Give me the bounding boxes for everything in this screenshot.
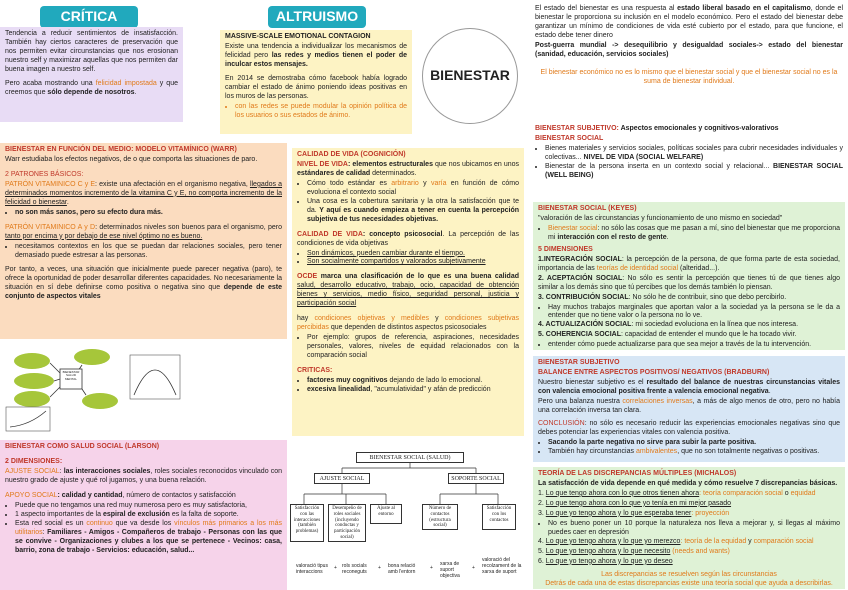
bradburn-p3: CONCLUSIÓN: no sólo es necesario reducir las experiencias emocionales negativas sino que debes potenciar las experiencias vitales con valencia positiva.	[538, 419, 840, 436]
warr-pat2: PATRÓN VITAMINICO A y D: determinados niveles son buenos para el organismo, pero tanto por encima y por debajo de ese nivel óptimo no es bueno.	[5, 223, 282, 240]
bradburn-h2: BALANCE ENTRE ASPECTOS POSITIVOS/ NEGATIVOS (BRADBURN)	[538, 368, 770, 376]
michalos-i6: 6. Lo que yo tengo ahora y lo que yo deseo	[538, 557, 673, 565]
calidad-criticas-heading: CRITICAS:	[297, 367, 333, 375]
tree-footer	[290, 558, 530, 588]
keyes-d3: 3. CONTRIBUCIÓN SOCIAL: No sólo he de contribuir, sino que debo percibirlo.	[538, 293, 787, 301]
tree-leaf-5: Satisfacción con los contactos	[482, 504, 516, 530]
right-top-p3: El bienestar económico no es lo mismo que el bienestar social y que el bienestar social no es la suma de bienestar individual.	[540, 68, 838, 85]
tree-leaf-3: Ajuste al entorno	[370, 504, 402, 524]
bienestar-subjetivo-social	[530, 122, 848, 198]
calidad-cv-li2: • Son socialmente compartidos y valorados subjetivamente	[307, 258, 519, 267]
warr-intro: Warr estudiaba los efectos negativos, de o que comporta las situaciones de paro.	[5, 155, 258, 163]
calidad-crit-li1: • factores muy cognitivos dejando de lado lo emocional.	[307, 377, 519, 386]
keyes-d5: 5. COHERENCIA SOCIAL: capacidad de entender el mundo que le ha tocado vivir.	[538, 331, 797, 339]
michalos-i5: 5. Lo que yo tengo ahora y lo que necesito (needs and wants)	[538, 547, 730, 555]
altruismo-p1: Existe una tendencia a individualizar los mecanismos de felicidad pero las redes y medios tienen el poder de inculcar estos mensajes.	[225, 42, 407, 68]
critica-title: CRÍTICA	[40, 6, 138, 28]
michalos-i1: 1. Lo que tengo ahora con lo que otros tienen ahora: teoría comparación social o equidad	[538, 489, 816, 497]
social-heading: BIENESTAR SOCIAL	[535, 134, 604, 142]
larson-dims-heading: 2 DIMENSIONES:	[5, 457, 63, 465]
subjetivo-heading: BIENESTAR SUBJETIVO: Aspectos emocionales y cognitivos-valorativos	[535, 125, 779, 132]
altruismo-box	[220, 30, 412, 134]
bradburn-h1: BIENESTAR SUBJETIVO	[538, 359, 620, 366]
bradburn-li1: • Sacando la parte negativa no sirve para subir la parte positiva.	[548, 439, 840, 448]
footer-plus-4: +	[472, 565, 475, 571]
keyes-quote: "valoración de las circunstancias y funcionamiento de uno mismo en sociedad"	[538, 214, 783, 222]
critica-p1: Tendencia a reducir sentimientos de insatisfacción. También hay ciertos caracteres de preservación que nos permiten evitar circunstancias que nos erosionan nuestro self y maximizar aquellas que nos permiten dar buena imagen a nuestro self.	[5, 30, 178, 73]
keyes-d3-li: • Hay muchos trabajos marginales que aportan valor a la sociedad ya la persona se le da a entender que no tiene valor o la persona no lo ve.	[548, 304, 840, 322]
vitamin-model-diagram	[2, 341, 192, 435]
keyes-li1: • Bienestar social: no sólo las cosas que me pasan a mí, sino del bienestar que me proporciona mi interacción con el resto de gente.	[548, 225, 840, 243]
bradburn-box	[533, 356, 845, 462]
keyes-d5-li: • entender cómo puede actualizarse para que sea mejor a través de la tu intervención.	[548, 341, 840, 350]
warr-diagram	[2, 341, 192, 435]
altruismo-p2: En 2014 se demostraba cómo facebook había logrado cambiar el estado de ánimo poniendo ideas positivas en los muros de las personas.	[225, 74, 407, 100]
warr-pat2-li: • necesitamos contextos en los que se puedan dar relaciones sociales, pero tener demasiado puede estresar a las personas.	[15, 243, 282, 261]
calidad-cv: CALIDAD DE VIDA: concepto psicosocial. La percepción de las condiciones de vida objetivas	[297, 230, 519, 247]
right-top-p1: El estado del bienestar es una respuesta al estado liberal basado en el capitalismo, donde el bienestar le proporciona su inclusión en el modelo económico. Pero el estado del bienestar debe garantizar un mínimo de condiciones de vida esté cubierto por el estado, para que funcione, el estado debe tener dinero	[535, 5, 843, 39]
bienestar-circle	[422, 28, 518, 124]
calidad-cv-li1: • Son dinámicos, pueden cambiar durante el tiempo.	[307, 250, 519, 259]
keyes-heading: BIENESTAR SOCIAL (KEYES)	[538, 205, 637, 212]
michalos-foot1: Las discrepancias se resuelven según las circunstancias	[601, 570, 777, 578]
tree-branch-ajuste: AJUSTE SOCIAL	[314, 473, 370, 484]
altruismo-title: ALTRUISMO	[268, 6, 366, 28]
social-li2: • Bienestar de la persona inserta en un contexto social y relacional... BIENESTAR SOCIAL (WELL BEING)	[545, 163, 843, 181]
right-top-p2: Post-guerra mundial -> desequilibrio y desigualdad sociales-> estado del bienestar (sanidad, educación, servicios sociales)	[535, 41, 843, 58]
tree-leaf-2: Desempeño de roles sociales (incluyendo conductas y participación social)	[328, 504, 366, 542]
warr-p3: Por tanto, a veces, una situación que inicialmente puede parecer negativa (paro), te ofrece la oportunidad de poder desarrollar diferentes capacidades. No necesariamente la situación en sí debe definirse como positiva o negativa sino que depende de este conjunto de aspectos vitales	[5, 266, 282, 301]
michalos-i3-li: • No es bueno poner un 10 porque la naturaleza nos lleva a mejorar y, si llegas al máximo puedes caer en depresión	[548, 520, 840, 538]
larson-li1: • Puede que no tengamos una red muy numerosa pero es muy satisfactoria,	[15, 502, 282, 511]
larson-heading: BIENESTAR COMO SALUD SOCIAL (LARSON)	[5, 443, 160, 450]
footer-plus-1: +	[334, 565, 337, 571]
tree-leaf-4: Número de contactos (estructura social)	[422, 504, 458, 530]
tree-leaf-1: Satisfacción con las interacciones (también problemas)	[290, 504, 324, 542]
keyes-d1: 1.INTEGRACIÓN SOCIAL: la percepción de la persona, de que forma parte de esta sociedad, importancia de las teorías de identidad social (alteridad...).	[538, 255, 840, 272]
social-li1: • Bienes materiales y servicios sociales, políticas sociales para cubrir necesidades individuales y colectivas... NIVEL DE VIDA (SOCIAL WELFARE)	[545, 145, 843, 163]
calidad-hay-li: • Por ejemplo: grupos de referencia, aspiraciones, necesidades personales, valores, niveles de equidad relacionados con la comparación social	[307, 334, 519, 361]
critica-p2: Pero acaba mostrando una felicidad impostada y que creemos que sólo depende de nosotros.	[5, 79, 178, 96]
warr-pat1-li: • no son más sanos, pero su efecto dura más.	[15, 209, 282, 218]
footer-f5: valoració del recolzament de la xarxa de suport	[482, 557, 522, 575]
larson-li2: • 1 aspecto importantes de la espiral de exclusión es la falta de soporte.	[15, 511, 282, 520]
footer-plus-2: +	[378, 565, 381, 571]
calidad-li1: • Cómo todo estándar es arbitrario y varía en función de cómo evoluciona el contexto social	[307, 180, 519, 198]
footer-f2: rols socials reconeguts	[342, 563, 367, 575]
bradburn-li2: • También hay circunstancias ambivalentes, que no son totalmente negativas o positivas.	[548, 448, 840, 457]
bradburn-p1: Nuestro bienestar subjetivo es el resultado del balance de nuestras circunstancias vitales con valencia emocional positiva frente a valencia emocional negativa.	[538, 378, 841, 395]
keyes-d4: 4. ACTUALIZACIÓN SOCIAL: mi sociedad evoluciona en la línea que nos interesa.	[538, 321, 799, 329]
footer-plus-3: +	[430, 565, 433, 571]
calidad-box	[292, 148, 524, 436]
diagram-center-label: BIENESTAR SALUD MENTAL	[62, 370, 80, 381]
calidad-crit-li2: • excesiva linealidad, "acumulatividad" y afán de predicción	[307, 386, 519, 395]
warr-box	[0, 143, 287, 339]
tree-branch-soporte: SOPORTE SOCIAL	[448, 473, 504, 484]
keyes-box	[533, 202, 845, 350]
calidad-heading: CALIDAD DE VIDA (COGNICIÓN)	[297, 151, 406, 158]
salud-social-tree	[290, 446, 530, 590]
michalos-i3: 3. Lo que yo tengo ahora y lo que esperaba tener: proyección	[538, 509, 730, 517]
calidad-li2: • Una cosa es la cobertura sanitaria y la otra la satisfacción que te da. Y aquí es cuando empieza a tener en cuenta la percepción subjetiva de tus necesidades objetivas.	[307, 198, 519, 225]
calidad-hay: hay condiciones objetivas y medibles y condiciones subjetivas percibidas que dependen de distintos aspectos psicosociales	[297, 315, 520, 332]
footer-f4: xarxa de suport objectiva	[440, 561, 460, 579]
tree-root: BIENESTAR SOCIAL (SALUD)	[356, 452, 464, 463]
keyes-dims-heading: 5 DIMENSIONES	[538, 245, 593, 253]
footer-f1: valoració tipus interaccions	[296, 563, 328, 575]
michalos-intro: La satisfacción de vida depende en qué medida y cómo resuelve 7 discrepancias básicas.	[538, 479, 838, 487]
larson-li3: • Esta red social es un continuo que va desde los vínculos más primarios a los más utilitarios: Familiares - Amigos - Compañeros de trabajo - Personas con las que se convive - Organizaciones y clubes a los que se pertenece - Vecinos: casa, barrio, zona de trabajo - Servicios: educación, salud...	[15, 520, 282, 556]
footer-f3: bona relació amb l'entorn	[388, 563, 416, 575]
calidad-nivel: NIVEL DE VIDA: elementos estructurales que nos ubicamos en unos estándares de calidad determinados.	[297, 160, 520, 177]
michalos-heading: TEORÍA DE LAS DISCREPANCIAS MÚLTIPLES (MICHALOS)	[538, 470, 737, 477]
michalos-i4: 4. Lo que yo tengo ahora y lo que yo merezco: teoría de la equidad y comparación social	[538, 537, 814, 545]
michalos-foot2: Detrás de cada una de estas discrepancias existe una teoría social que ayuda a describirlas.	[545, 580, 833, 588]
michalos-i2: 2. Lo que tengo ahora con lo que yo tenía en mi mejor pasado	[538, 499, 732, 507]
keyes-d2: 2. ACEPTACIÓN SOCIAL: No sólo es sentir la percepción que tienes tú de que tienes algo similar a los demás sino que tú percibes que los demás también lo piensan.	[538, 274, 840, 291]
calidad-ocde: OCDE marca una clasificación de lo que es una buena calidad salud, desarrollo educativo, trabajo, ocio, capacidad de obtención bienes y servicios, medio físico, seguridad personal, justicia y participación social	[297, 273, 519, 308]
critica-box	[0, 27, 183, 122]
altruismo-heading: MASSIVE-SCALE EMOTIONAL CONTAGION	[225, 33, 371, 40]
larson-ajuste: AJUSTE SOCIAL: las interacciones sociales, roles sociales reconocidos vinculado con nuestro grado de ajuste y qué rol jugamos, y una buena relación.	[5, 467, 282, 484]
larson-box	[0, 440, 287, 590]
altruismo-li1: • con las redes se puede modular la opinión política de los usuarios o sus estados de ánimo.	[235, 103, 407, 121]
warr-heading: BIENESTAR EN FUNCIÓN DEL MEDIO: MODELO VITAMÍNICO (WARR)	[5, 146, 237, 153]
michalos-box	[533, 467, 845, 589]
larson-apoyo: APOYO SOCIAL: calidad y cantidad, número de contactos y satisfacción	[5, 491, 236, 499]
bienestar-title: BIENESTAR	[430, 67, 510, 84]
right-top-text	[530, 2, 848, 120]
warr-patterns-heading: 2 PATRONES BÁSICOS:	[5, 170, 84, 178]
bradburn-p2: Pero una balanza nuestra correlaciones inversas, a más de algo menos de otro, pero no había una correlación inversa tan clara.	[538, 397, 840, 414]
warr-pat1: PATRÓN VITAMINICO C y E: existe una afectación en el organismo negativa, llegados a determinados momentos incremento de la vitamina C y E, no comporta incremento de la felicidad o bienestar.	[5, 180, 282, 206]
